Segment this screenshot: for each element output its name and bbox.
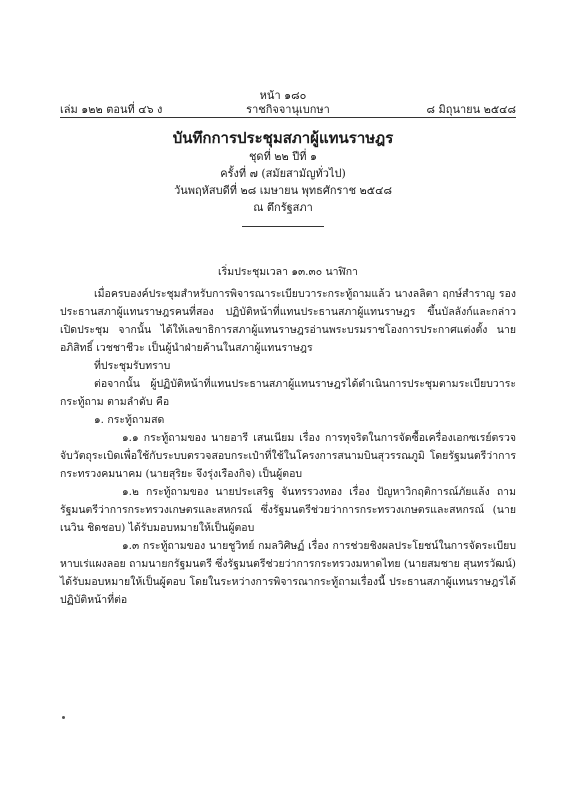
publication-date: ๘ มิถุนายน ๒๕๔๘ xyxy=(426,103,516,116)
title-divider xyxy=(242,226,324,227)
series-year: ชุดที่ ๒๒ ปีที่ ๑ xyxy=(248,150,318,163)
document-body xyxy=(60,263,516,609)
section-heading: ๑. กระทู้ถามสด xyxy=(94,414,165,426)
acknowledged-line: ที่ประชุมรับทราบ xyxy=(94,360,171,372)
title-block xyxy=(0,128,566,227)
session-number: ครั้งที่ ๗ (สมัยสามัญทั่วไป) xyxy=(220,167,346,180)
agenda-item: ๑.๑ กระทู้ถามของ นายอารี เสนเนียม เรื่อง การทุจริตในการจัดซื้อเครื่องเอกซเรย์ตรวจจับวัตถุระเบิดเพื่อใช้กับระบบตรวจสอบกระเป๋าที่ใช้ในโครงการสนามบินสุวรรณภูมิ โดยรัฐมนตรีว่าการกระทรวงคมนาคม (นายสุริยะ จึงรุ่งเรืองกิจ) เป็นผู้ตอบ xyxy=(60,432,516,480)
header-divider xyxy=(60,117,516,118)
start-time: เริ่มประชุมเวลา ๑๓.๓๐ นาฬิกา xyxy=(218,266,358,278)
volume-issue: เล่ม ๑๒๒ ตอนที่ ๔๖ ง xyxy=(60,103,163,116)
running-header xyxy=(60,100,516,116)
agenda-intro: ต่อจากนั้น ผู้ปฏิบัติหน้าที่แทนประธานสภาผู้แทนราษฎรได้ดำเนินการประชุมตามระเบียบวาระกระทู้ถาม ตามลำดับ คือ xyxy=(60,378,516,408)
agenda-item: ๑.๒ กระทู้ถามของ นายประเสริฐ จันทรรวงทอง เรื่อง ปัญหาวิกฤติการณ์ภัยแล้ง ถามรัฐมนตรีว่าการกระทรวงเกษตรและสหกรณ์ ซึ่งรัฐมนตรีช่วยว่าการกระทรวงเกษตรและสหกรณ์ (นายเนวิน ชิดชอบ) ได้รับมอบหมายให้เป็นผู้ตอบ xyxy=(60,486,516,534)
meeting-date: วันพฤหัสบดีที่ ๒๘ เมษายน พุทธศักราช ๒๕๔๘ xyxy=(174,184,392,197)
opening-paragraph: เมื่อครบองค์ประชุมสำหรับการพิจารณาระเบียบวาระกระทู้ถามแล้ว นางลลิตา ฤกษ์สำราญ รองประธานสภาผู้แทนราษฎรคนที่สอง ปฏิบัติหน้าที่แทนประธานสภาผู้แทนราษฎร ขึ้นบัลลังก์และกล่าวเปิดประชุม จากนั้น ได้ให้เลขาธิการสภาผู้แทนราษฎรอ่านพระบรมราชโองการประกาศแต่งตั้ง นายอภิสิทธิ์ เวชชาชีวะ เป็นผู้นำฝ่ายค้านในสภาผู้แทนราษฎร xyxy=(60,288,516,354)
document-title: บันทึกการประชุมสภาผู้แทนราษฎร xyxy=(172,129,394,147)
gazette-name: ราชกิจจานุเบกษา xyxy=(246,103,330,116)
agenda-item: ๑.๓ กระทู้ถามของ นายชูวิทย์ กมลวิศิษฏ์ เรื่อง การช่วยชิงผลประโยชน์ในการจัดระเบียบหาบเร่แผงลอย ถามนายกรัฐมนตรี ซึ่งรัฐมนตรีช่วยว่าการกระทรวงมหาดไทย (นายสมชาย สุนทรวัฒน์) ได้รับมอบหมายให้เป็นผู้ตอบ โดยในระหว่างการพิจารณากระทู้ถามเรื่องนี้ ประธานสภาผู้แทนราษฎรได้ปฏิบัติหน้าที่ต่อ xyxy=(60,540,516,606)
scan-speck xyxy=(62,716,65,719)
meeting-place: ณ ตึกรัฐสภา xyxy=(253,201,313,214)
page-number: หน้า ๑๘๐ xyxy=(259,89,307,102)
